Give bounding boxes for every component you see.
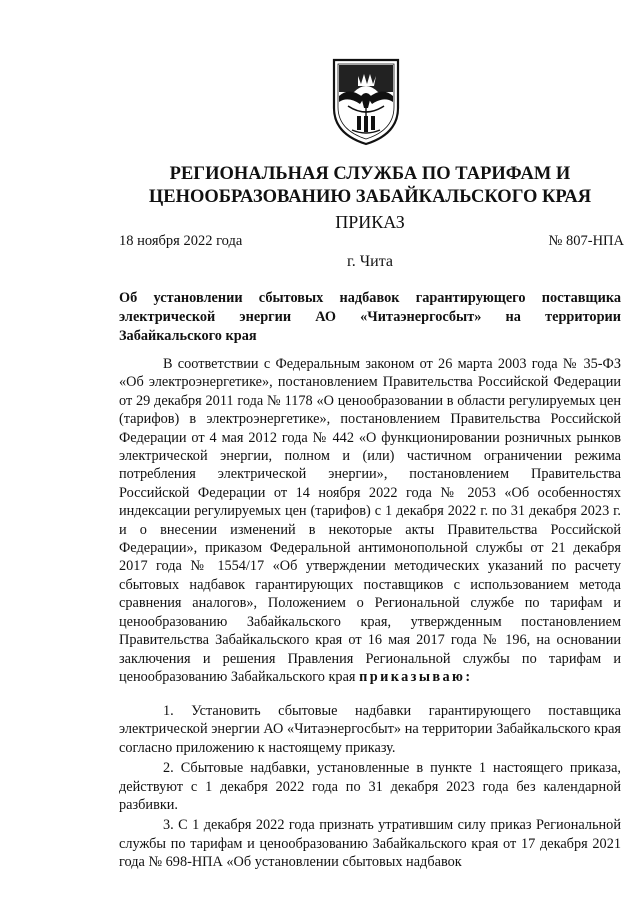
document-preamble	[119, 355, 621, 686]
organization-title	[100, 163, 640, 209]
document-date: 18 ноября 2022 года	[119, 233, 243, 249]
document-number: № 807-НПА	[548, 233, 624, 249]
document-city: г. Чита	[346, 253, 393, 270]
order-word: приказываю:	[359, 668, 473, 685]
document-subject: Об установлении сбытовых надбавок гарантирующего поставщика электрической энергии АО «Читаэнергосбыт» на территории Забайкальского края	[119, 290, 621, 344]
organization-title-line1: РЕГИОНАЛЬНАЯ СЛУЖБА ПО ТАРИФАМ И	[169, 164, 571, 184]
clause-3: 3. С 1 декабря 2022 года признать утратившим силу приказ Региональной службы по тарифам и ценообразованию Забайкальского края от 17 декабря 2021 года № 698-НПА «Об установлении сбытовых надбавок	[119, 817, 621, 871]
clause-1: 1. Установить сбытовые надбавки гарантирующего поставщика электрической энергии АО «Читаэнергосбыт» на территории Забайкальского края согласно приложению к настоящему приказу.	[119, 703, 621, 756]
preamble-text: В соответствии с Федеральным законом от 26 марта 2003 года № 35-ФЗ «Об электроэнергетике», постановлением Правительства Российской Федерации от 29 декабря 2011 года № 1178 «О ценообразовании в области регулируемых цен (тарифов) в электроэнергетике», постановлением Правительства Российской Федерации от 4 мая 2012 года № 442 «О функционировании розничных рынков электрической энергии, полном и (или) частичном ограничении режима потребления электрической энергии», постановлением Правительства Российской Федерации от 14 ноября 2022 года № 2053 «Об особенностях индексации регулируемых цен (тарифов) с 1 декабря 2022 г. по 31 декабря 2023 г. и о внесении изменений в некоторые акты Правительства Российской Федерации», приказом Федеральной антимонопольной службы от 21 декабря 2017 года № 1554/17 «Об утверждении методических указаний по расчету сбытовых надбавок гарантирующих поставщиков с использованием метода сравнения аналогов», Положением о Региональной службе по тарифам и ценообразованию Забайкальского края, утвержденным постановлением Правительства Забайкальского края от 16 мая 2017 года № 196, на основании заключения и решения Правления Региональной службы по тарифам и ценообразованию Забайкальского края	[119, 356, 621, 685]
clauses-list	[119, 702, 621, 874]
clause-2: 2. Сбытовые надбавки, установленные в пункте 1 настоящего приказа, действуют с 1 декабря 2022 года по 31 декабря 2023 года без календарной разбивки.	[119, 760, 621, 814]
organization-title-line2: ЦЕНООБРАЗОВАНИЮ ЗАБАЙКАЛЬСКОГО КРАЯ	[148, 187, 592, 207]
document-type: ПРИКАЗ	[335, 212, 405, 232]
zabaikalsky-krai-coat-of-arms-icon	[330, 56, 402, 146]
